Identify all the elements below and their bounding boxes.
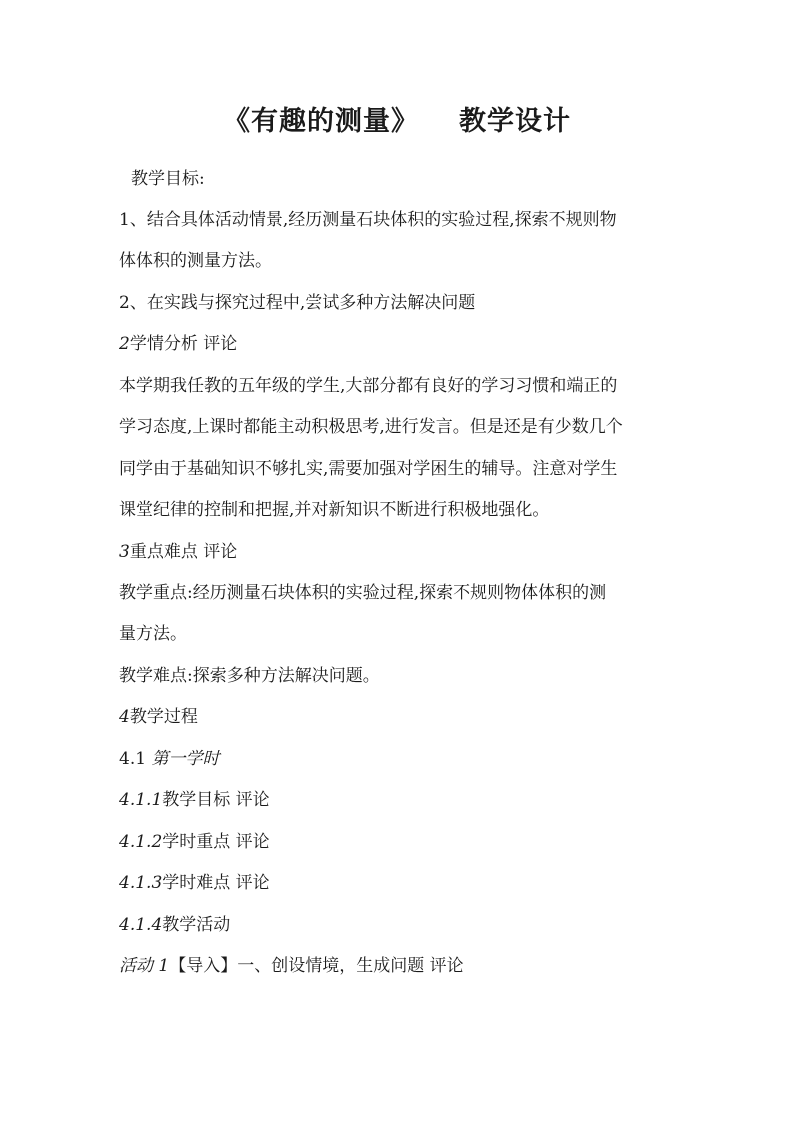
document-title [0, 99, 794, 139]
section-3-number: 3 [119, 542, 130, 562]
analysis-line-3: 同学由于基础知识不够扎实,需要加强对学困生的辅导。注意对学生 [119, 459, 618, 479]
section-4-1-3-number: 4.1.3 [119, 873, 163, 893]
section-2-heading [119, 332, 679, 356]
section-4-1-1-number: 4.1.1 [119, 790, 163, 810]
key-point-line-1: 教学重点:经历测量石块体积的实验过程,探索不规则物体体积的测 [119, 583, 607, 603]
section-4-label: 教学过程 [129, 707, 198, 727]
analysis-line-1: 本学期我任教的五年级的学生,大部分都有良好的学习习惯和端正的 [119, 376, 618, 396]
analysis-line-4: 课堂纪律的控制和把握,并对新知识不断进行积极地强化。 [119, 500, 550, 520]
section-4-1-2-label: 学时重点 评论 [162, 832, 270, 852]
difficulty-line: 教学难点:探索多种方法解决问题。 [119, 666, 380, 686]
analysis-line-2: 学习态度,上课时都能主动积极思考,进行发言。但是还是有少数几个 [119, 417, 623, 437]
goal-1-line-2: 体体积的测量方法。 [119, 251, 272, 271]
section-4-1-3-heading [119, 871, 679, 895]
section-4-1-4-label: 教学活动 [162, 915, 231, 935]
activity-1-heading [119, 954, 679, 978]
goal-2: 2、在实践与探究过程中,尝试多种方法解决问题 [119, 293, 476, 313]
title-subtitle: 教学设计 [459, 106, 571, 137]
section-3-heading [119, 540, 679, 564]
activity-1-label: 【导入】一、创设情境，生成问题 评论 [169, 956, 464, 976]
goals-heading: 教学目标: [131, 169, 205, 189]
section-4-1-4-heading [119, 913, 679, 937]
section-2-label: 学情分析 评论 [129, 334, 238, 354]
section-4-1-1-heading [119, 788, 679, 812]
section-4-1-label: 第一学时 [151, 749, 220, 769]
section-4-1-3-label: 学时难点 评论 [162, 873, 270, 893]
section-4-1-1-label: 教学目标 评论 [162, 790, 270, 810]
section-4-1-2-number: 4.1.2 [119, 832, 163, 852]
section-4-heading [119, 705, 679, 729]
section-2-number: 2 [119, 334, 130, 354]
section-4-1-2-heading [119, 830, 679, 854]
goal-1-line-1: 1、结合具体活动情景,经历测量石块体积的实验过程,探索不规则物 [119, 210, 617, 230]
section-4-number: 4 [119, 707, 130, 727]
section-4-1-number: 4.1 [119, 749, 152, 769]
activity-1-prefix: 活动 1 [119, 956, 170, 976]
section-4-1-4-number: 4.1.4 [119, 915, 163, 935]
section-4-1-heading [119, 747, 679, 771]
section-3-label: 重点难点 评论 [129, 542, 238, 562]
title-book-name: 《有趣的测量》 [223, 106, 419, 137]
key-point-line-2: 量方法。 [119, 624, 187, 644]
